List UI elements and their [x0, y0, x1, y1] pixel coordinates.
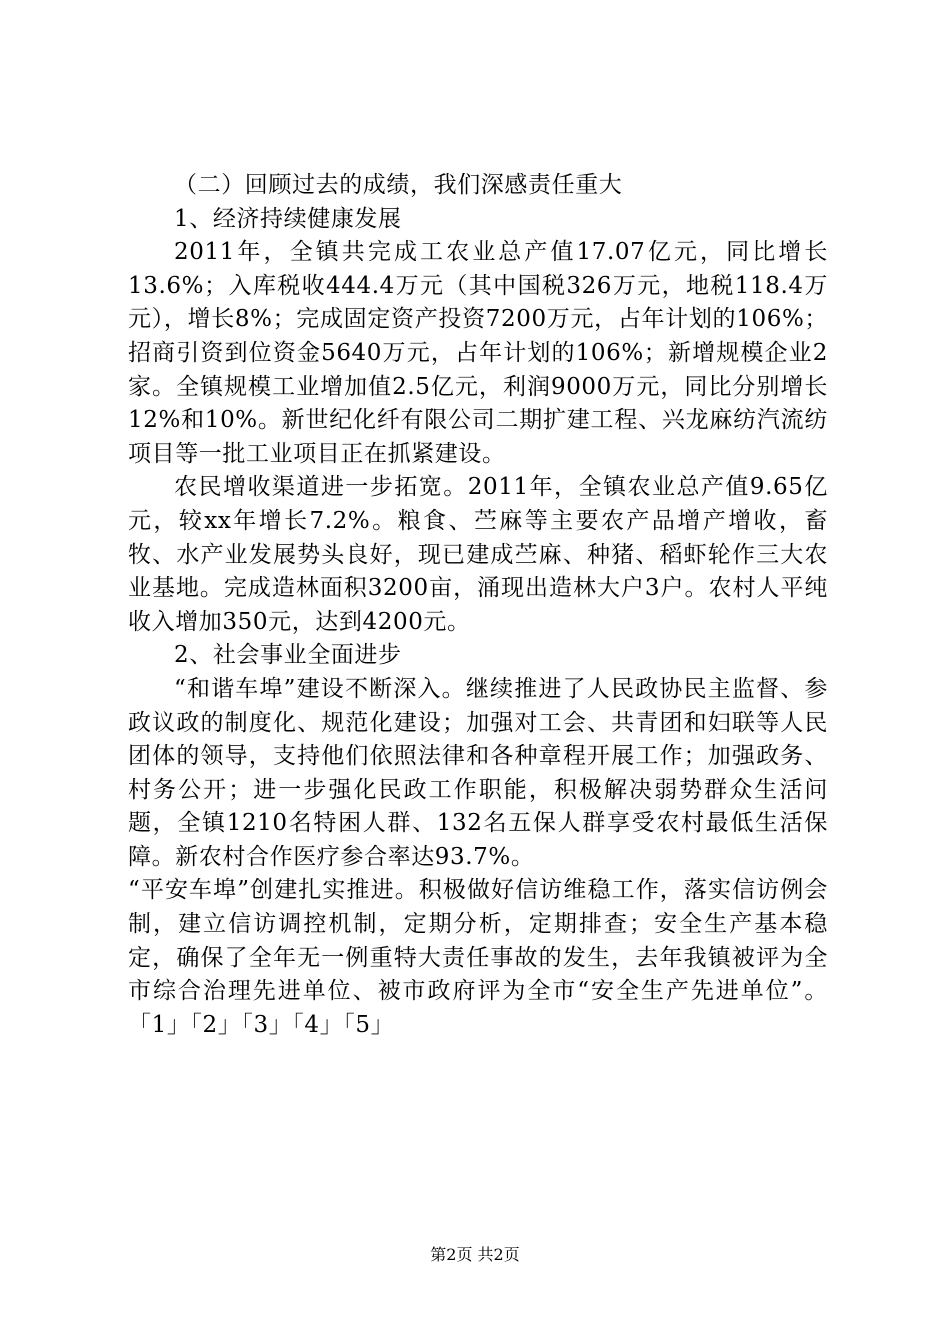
paragraph-harmony: “和谐车埠”建设不断深入。继续推进了人民政协民主监督、参政议政的制度化、规范化建设；加强对工会、共青团和妇联等人民团体的领导，支持他们依照法律和各种章程开展工作；加强政务、村务公开；进一步强化民政工作职能，积极解决弱势群众生活问题，全镇1210名特困人群、132名五保人群享受农村最低生活保障。新农村合作医疗参合率达93.7%。: [128, 675, 828, 870]
paragraph-agriculture: 农民增收渠道进一步拓宽。2011年，全镇农业总产值9.65亿元，较xx年增长7.2%。粮食、苎麻等主要农产品增产增收，畜牧、水产业发展势头良好，现已建成苎麻、种猪、稻虾轮作三大农业基地。完成造林面积3200亩，涌现出造林大户3户。农村人平纯收入增加350元，达到4200元。: [128, 474, 828, 635]
document-body: [128, 169, 828, 1042]
subsection-heading-society: 2、社会事业全面进步: [174, 642, 402, 669]
paragraph-safety: “平安车埠”创建扎实推进。积极做好信访维稳工作，落实信访例会制，建立信访调控机制，定期分析，定期排查；安全生产基本稳定，确保了全年无一例重特大责任事故的发生，去年我镇被评为全市综合治理先进单位、被市政府评为全市“安全生产先进单位”。「1」「2」「3」「4」「5」: [128, 877, 828, 1038]
subsection-heading-economy: 1、经济持续健康发展: [174, 205, 402, 232]
section-heading: （二）回顾过去的成绩，我们深感责任重大: [174, 172, 623, 198]
paragraph-industry: 2011年，全镇共完成工农业总产值17.07亿元，同比增长13.6%；入库税收444.4万元（其中国税326万元，地税118.4万元），增长8%；完成固定资产投资7200万元，占年计划的106%；招商引资到位资金5640万元，占年计划的106%；新增规模企业2家。全镇规模工业增加值2.5亿元，利润9000万元，同比分别增长12%和10%。新世纪化纤有限公司二期扩建工程、兴龙麻纺汽流纺项目等一批工业项目正在抓紧建设。: [128, 239, 828, 467]
page-footer: 第2页 共2页: [430, 1245, 520, 1264]
